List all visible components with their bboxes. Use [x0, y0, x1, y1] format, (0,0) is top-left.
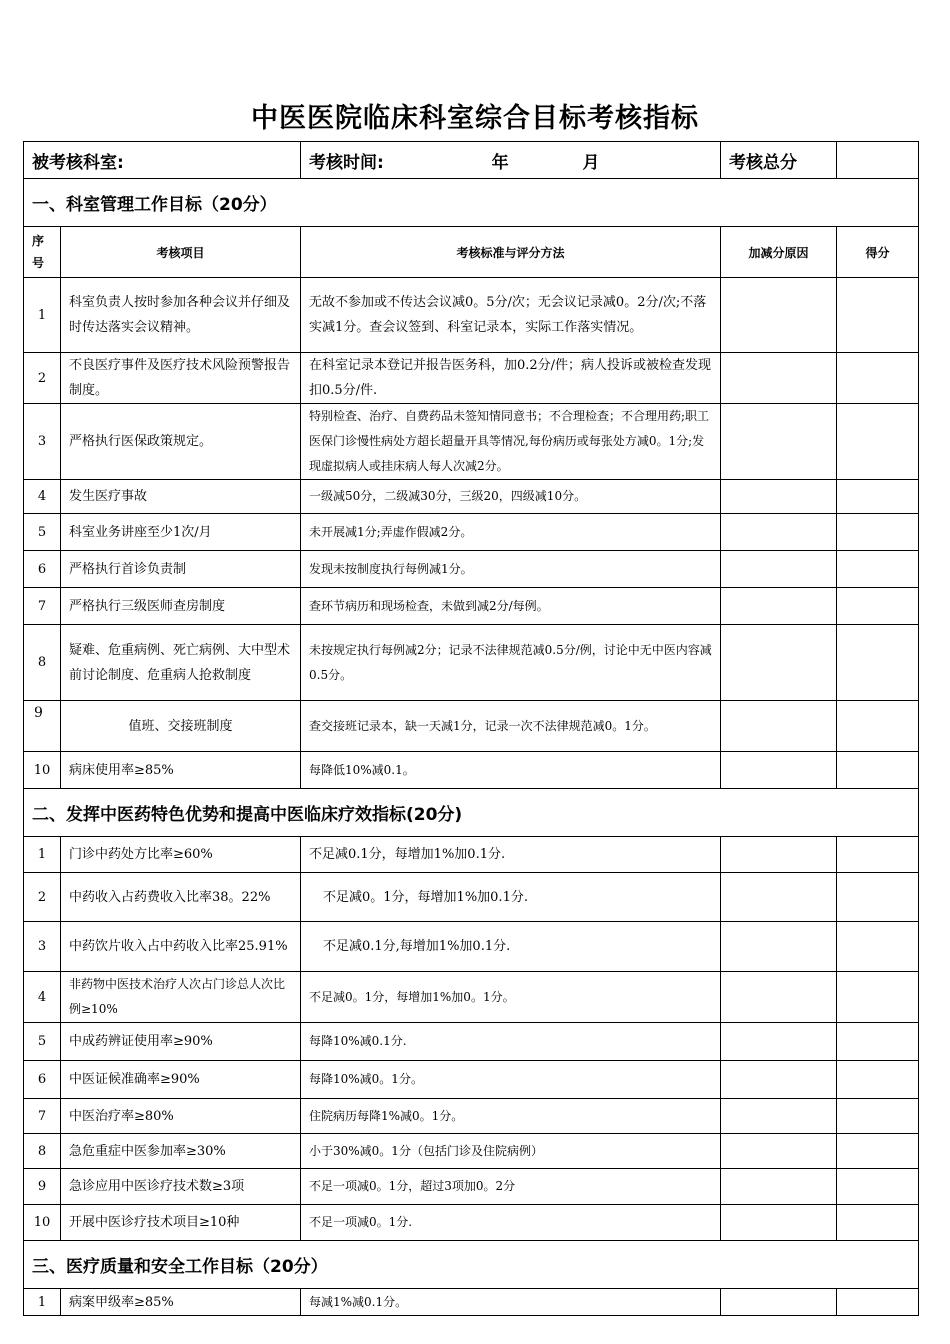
row-item: 病床使用率≥85% — [61, 752, 301, 789]
row-standard: 每降10%减0.1分. — [301, 1023, 721, 1061]
row-number: 4 — [24, 972, 61, 1023]
row-number: 1 — [24, 278, 61, 353]
row-standard: 查交接班记录本，缺一天减1分，记录一次不法律规范减0。1分。 — [301, 701, 721, 752]
row-score — [837, 1289, 919, 1316]
row-number: 3 — [24, 404, 61, 480]
row-adjust-reason — [721, 922, 837, 972]
table-row — [24, 480, 919, 514]
row-score — [837, 1023, 919, 1061]
row-item: 发生医疗事故 — [61, 480, 301, 514]
row-item: 疑难、危重病例、死亡病例、大中型术前讨论制度、危重病人抢救制度 — [61, 625, 301, 701]
header-row — [24, 142, 919, 179]
row-adjust-reason — [721, 278, 837, 353]
row-item: 中医治疗率≥80% — [61, 1099, 301, 1134]
row-score — [837, 278, 919, 353]
column-header-row — [24, 227, 919, 278]
row-adjust-reason — [721, 1289, 837, 1316]
row-standard: 未开展减1分;弄虚作假减2分。 — [301, 514, 721, 551]
col-seq: 序号 — [24, 227, 61, 278]
row-item: 不良医疗事件及医疗技术风险预警报告制度。 — [61, 353, 301, 404]
row-item: 严格执行医保政策规定。 — [61, 404, 301, 480]
document-title: 中医医院临床科室综合目标考核指标 — [251, 103, 699, 134]
row-item: 非药物中医技术治疗人次占门诊总人次比例≥10% — [61, 972, 301, 1023]
table-row — [24, 1289, 919, 1316]
row-item: 科室业务讲座至少1次/月 — [61, 514, 301, 551]
row-score — [837, 701, 919, 752]
row-number: 6 — [24, 551, 61, 588]
row-score — [837, 514, 919, 551]
department-label: 被考核科室: — [24, 142, 301, 179]
table-row — [24, 625, 919, 701]
row-standard: 不足减0.1分,每增加1%加0.1分. — [301, 922, 721, 972]
total-score-label: 考核总分 — [721, 142, 837, 179]
section-1-header — [24, 179, 919, 227]
table-row — [24, 1169, 919, 1205]
row-standard: 在科室记录本登记并报告医务科，加0.2分/件；病人投诉或被检查发现扣0.5分/件. — [301, 353, 721, 404]
row-number: 5 — [24, 514, 61, 551]
row-item: 严格执行三级医师查房制度 — [61, 588, 301, 625]
row-item: 中医证候准确率≥90% — [61, 1061, 301, 1099]
table-row — [24, 1061, 919, 1099]
row-adjust-reason — [721, 480, 837, 514]
table-row — [24, 837, 919, 873]
row-item: 门诊中药处方比率≥60% — [61, 837, 301, 873]
row-standard: 每降低10%减0.1。 — [301, 752, 721, 789]
table-row — [24, 278, 919, 353]
row-number: 9 — [24, 701, 61, 752]
row-adjust-reason — [721, 972, 837, 1023]
row-number: 10 — [24, 752, 61, 789]
row-score — [837, 1099, 919, 1134]
row-number: 10 — [24, 1205, 61, 1241]
row-score — [837, 922, 919, 972]
row-item: 中成药辨证使用率≥90% — [61, 1023, 301, 1061]
row-adjust-reason — [721, 837, 837, 873]
row-number: 8 — [24, 625, 61, 701]
row-item: 严格执行首诊负责制 — [61, 551, 301, 588]
table-row — [24, 404, 919, 480]
row-standard: 小于30%减0。1分（包括门诊及住院病例） — [301, 1134, 721, 1169]
assessment-time-cell — [301, 142, 721, 179]
row-score — [837, 551, 919, 588]
section-3-header — [24, 1241, 919, 1289]
table-row — [24, 1023, 919, 1061]
row-standard: 发现未按制度执行每例减1分。 — [301, 551, 721, 588]
table-row — [24, 752, 919, 789]
row-adjust-reason — [721, 1134, 837, 1169]
row-number: 3 — [24, 922, 61, 972]
col-item: 考核项目 — [61, 227, 301, 278]
row-score — [837, 353, 919, 404]
row-number: 4 — [24, 480, 61, 514]
row-adjust-reason — [721, 625, 837, 701]
year-label: 年 — [491, 152, 509, 173]
row-standard: 特别检查、治疗、自费药品未签知情同意书；不合理检查；不合理用药;职工医保门诊慢性病处方超长超量开具等情况,每份病历或每张处方减0。1分;发现虚拟病人或挂床病人每人次减2分。 — [301, 404, 721, 480]
row-adjust-reason — [721, 701, 837, 752]
row-adjust-reason — [721, 1061, 837, 1099]
row-item: 开展中医诊疗技术项目≥10种 — [61, 1205, 301, 1241]
row-item: 值班、交接班制度 — [61, 701, 301, 752]
row-score — [837, 404, 919, 480]
row-standard: 住院病历每降1%减0。1分。 — [301, 1099, 721, 1134]
row-number: 1 — [24, 837, 61, 873]
row-adjust-reason — [721, 404, 837, 480]
row-score — [837, 588, 919, 625]
table-row — [24, 1134, 919, 1169]
row-standard: 每减1%减0.1分。 — [301, 1289, 721, 1316]
row-score — [837, 1061, 919, 1099]
row-number: 2 — [24, 873, 61, 922]
row-standard: 一级减50分，二级减30分，三级20，四级减10分。 — [301, 480, 721, 514]
row-score — [837, 1205, 919, 1241]
row-standard: 不足减0。1分，每增加1%加0。1分。 — [301, 972, 721, 1023]
row-adjust-reason — [721, 752, 837, 789]
table-row — [24, 551, 919, 588]
row-number: 5 — [24, 1023, 61, 1061]
row-adjust-reason — [721, 873, 837, 922]
row-adjust-reason — [721, 1099, 837, 1134]
row-score — [837, 1134, 919, 1169]
row-number: 7 — [24, 588, 61, 625]
col-standard: 考核标准与评分方法 — [301, 227, 721, 278]
row-standard: 不足一项减0。1分，超过3项加0。2分 — [301, 1169, 721, 1205]
row-standard: 不足一项减0。1分. — [301, 1205, 721, 1241]
row-score — [837, 972, 919, 1023]
row-number: 7 — [24, 1099, 61, 1134]
row-score — [837, 625, 919, 701]
row-standard: 未按规定执行每例减2分；记录不法律规范减0.5分/例，讨论中无中医内容减0.5分。 — [301, 625, 721, 701]
table-row — [24, 873, 919, 922]
total-score-value — [837, 142, 919, 179]
row-score — [837, 873, 919, 922]
col-adjust-reason: 加减分原因 — [721, 227, 837, 278]
row-standard: 每降10%减0。1分。 — [301, 1061, 721, 1099]
section-title: 二、发挥中医药特色优势和提高中医临床疗效指标(20分) — [24, 789, 919, 837]
section-title: 一、科室管理工作目标（20分） — [24, 179, 919, 227]
row-item: 急危重症中医参加率≥30% — [61, 1134, 301, 1169]
row-number: 6 — [24, 1061, 61, 1099]
row-item: 中药收入占药费收入比率38。22% — [61, 873, 301, 922]
row-standard: 不足减0.1分，每增加1%加0.1分. — [301, 837, 721, 873]
month-label: 月 — [582, 152, 600, 173]
row-adjust-reason — [721, 1023, 837, 1061]
table-row — [24, 353, 919, 404]
section-title: 三、医疗质量和安全工作目标（20分） — [24, 1241, 919, 1289]
row-number: 9 — [24, 1169, 61, 1205]
row-adjust-reason — [721, 353, 837, 404]
row-adjust-reason — [721, 588, 837, 625]
row-score — [837, 837, 919, 873]
row-item: 中药饮片收入占中药收入比率25.91% — [61, 922, 301, 972]
row-adjust-reason — [721, 514, 837, 551]
table-row — [24, 1099, 919, 1134]
row-adjust-reason — [721, 1169, 837, 1205]
row-item: 病案甲级率≥85% — [61, 1289, 301, 1316]
time-label: 考核时间: — [309, 152, 384, 173]
row-number: 8 — [24, 1134, 61, 1169]
row-score — [837, 480, 919, 514]
row-item: 急诊应用中医诊疗技术数≥3项 — [61, 1169, 301, 1205]
table-row — [24, 514, 919, 551]
row-standard: 无故不参加或不传达会议减0。5分/次；无会议记录减0。2分/次;不落实减1分。查会议签到、科室记录本，实际工作落实情况。 — [301, 278, 721, 353]
table-row — [24, 972, 919, 1023]
row-number: 1 — [24, 1289, 61, 1316]
row-standard: 查环节病历和现场检查，未做到减2分/每例。 — [301, 588, 721, 625]
row-standard: 不足减0。1分，每增加1%加0.1分. — [301, 873, 721, 922]
row-number: 2 — [24, 353, 61, 404]
col-score: 得分 — [837, 227, 919, 278]
row-adjust-reason — [721, 551, 837, 588]
assessment-table — [23, 141, 919, 1316]
table-row — [24, 588, 919, 625]
table-row — [24, 701, 919, 752]
table-row — [24, 1205, 919, 1241]
table-row — [24, 922, 919, 972]
row-adjust-reason — [721, 1205, 837, 1241]
row-item: 科室负责人按时参加各种会议并仔细及时传达落实会议精神。 — [61, 278, 301, 353]
row-score — [837, 752, 919, 789]
row-score — [837, 1169, 919, 1205]
section-2-header — [24, 789, 919, 837]
